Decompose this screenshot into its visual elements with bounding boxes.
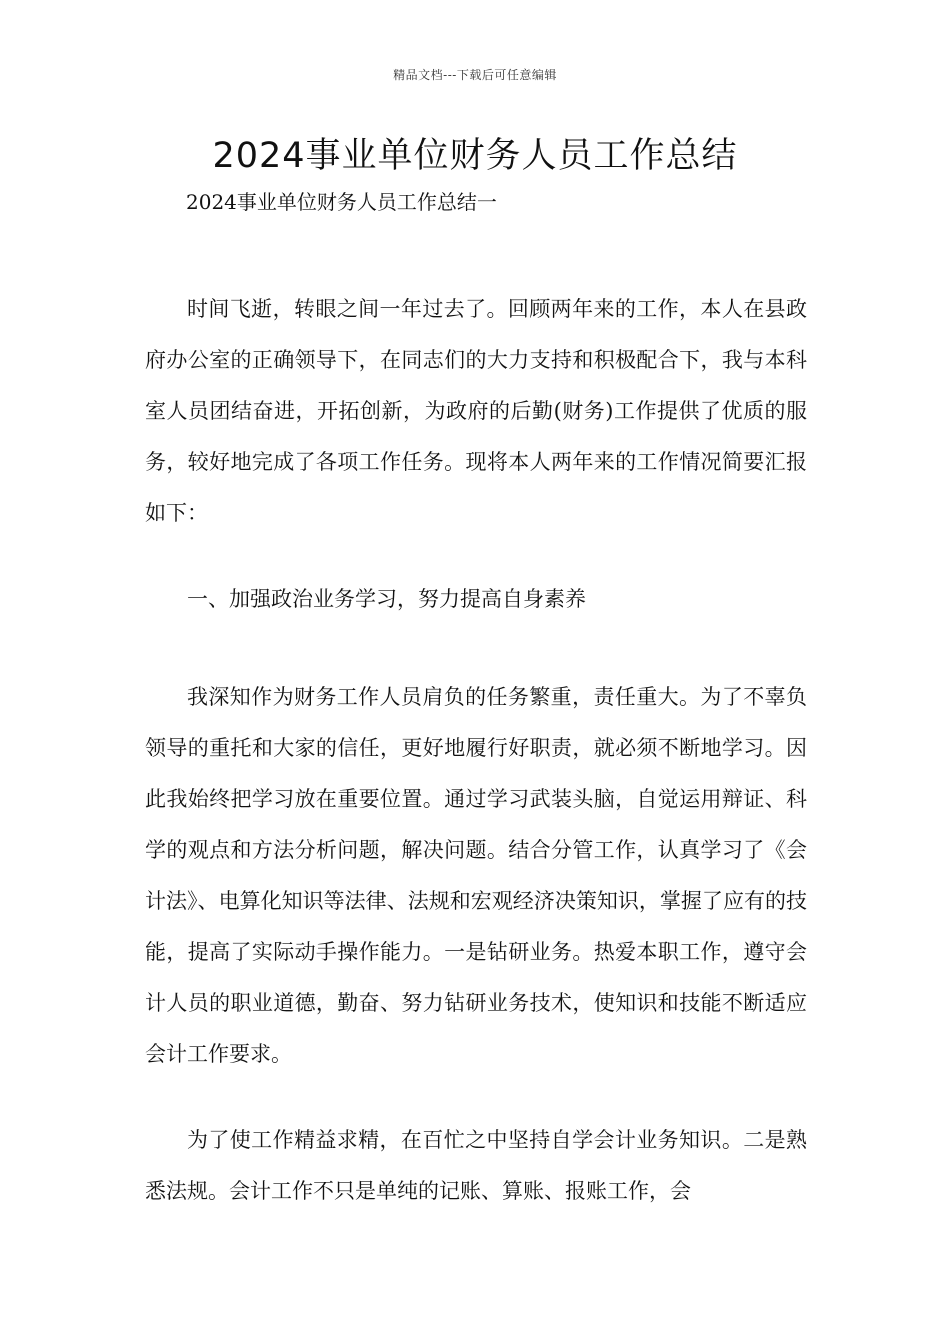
section-heading: 一、加强政治业务学习，努力提高自身素养 xyxy=(187,587,586,611)
header-note: 精品文档---下载后可任意编辑 xyxy=(393,68,557,82)
document-subtitle: 2024事业单位财务人员工作总结一 xyxy=(186,190,497,214)
section-paragraph: 我深知作为财务工作人员肩负的任务繁重，责任重大。为了不辜负领导的重托和大家的信任，更好地履行好职责，就必须不断地学习。因此我始终把学习放在重要位置。通过学习武装头脑，自觉运用辩证、科学的观点和方法分析问题，解决问题。结合分管工作，认真学习了《会计法》、电算化知识等法律、法规和宏观经济决策知识，掌握了应有的技能，提高了实际动手操作能力。一是钻研业务。热爱本职工作，遵守会计人员的职业道德，勤奋、努力钻研业务技术，使知识和技能不断适应会计工作要求。 xyxy=(145,685,807,1066)
section-paragraph-continued: 为了使工作精益求精，在百忙之中坚持自学会计业务知识。二是熟悉法规。会计工作不只是单纯的记账、算账、报账工作，会 xyxy=(145,1128,807,1203)
intro-paragraph: 时间飞逝，转眼之间一年过去了。回顾两年来的工作，本人在县政府办公室的正确领导下，在同志们的大力支持和积极配合下，我与本科室人员团结奋进，开拓创新，为政府的后勤(财务)工作提供了优质的服务，较好地完成了各项工作任务。现将本人两年来的工作情况简要汇报如下： xyxy=(145,297,807,525)
document-title: 2024事业单位财务人员工作总结 xyxy=(212,136,738,176)
